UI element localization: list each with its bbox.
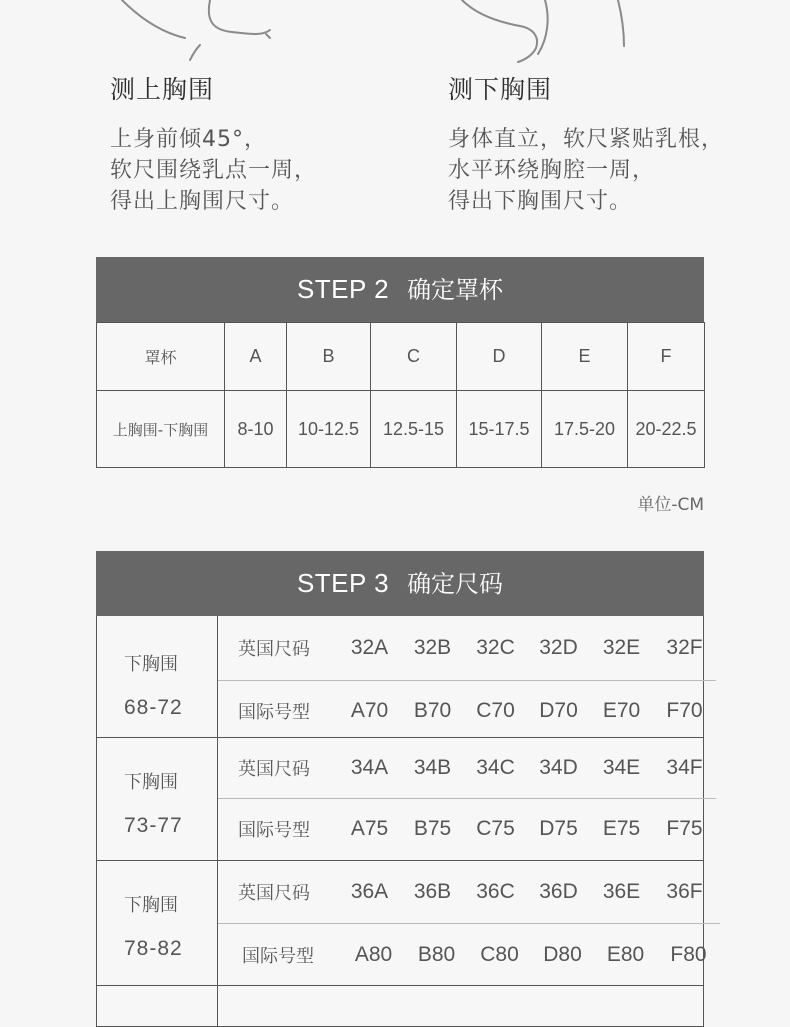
size-rows	[218, 738, 716, 860]
diff-cell: 12.5-15	[371, 391, 457, 468]
intl-size-cell: F70	[666, 699, 703, 722]
uk-size-cell: 36F	[666, 880, 703, 903]
intl-size-label: 国际号型	[242, 946, 314, 967]
step2-header	[96, 257, 704, 322]
uk-size-cell: 36D	[539, 880, 578, 903]
diff-cell: 8-10	[225, 391, 287, 468]
size-group	[96, 861, 707, 986]
uk-size-label: 英国尺码	[238, 883, 310, 904]
size-group	[96, 616, 704, 738]
uk-size-cell: 36C	[476, 880, 515, 903]
intl-size-cell: A75	[350, 817, 389, 840]
body-sketch-illustration	[0, 0, 790, 70]
band-cell	[97, 986, 218, 1026]
intl-size-cell: C70	[476, 699, 515, 722]
uk-size-cell: 32B	[413, 636, 452, 659]
intl-size-row	[218, 680, 716, 741]
intl-size-cell: D70	[539, 699, 578, 722]
uk-size-cell: 32A	[350, 636, 389, 659]
band-range: 68-72	[124, 696, 183, 719]
step2-title: 确定罩杯	[407, 276, 504, 304]
step2-number: STEP 2	[296, 274, 390, 304]
intl-size-cell: B70	[413, 699, 452, 722]
uk-size-cell: 36E	[602, 880, 641, 903]
uk-size-cell: 32D	[539, 636, 578, 659]
step3-number: STEP 3	[296, 568, 390, 598]
band-label: 下胸围	[124, 772, 178, 793]
band-label: 下胸围	[124, 654, 178, 675]
intl-size-label: 国际号型	[238, 702, 310, 723]
uk-size-cell: 32F	[666, 636, 703, 659]
cup-cell: A	[225, 323, 287, 391]
intl-size-label: 国际号型	[238, 820, 310, 841]
intl-size-cell: A80	[354, 943, 393, 966]
size-rows	[218, 616, 716, 737]
uk-size-cell: 34D	[539, 756, 578, 779]
intl-size-cell: F80	[670, 943, 707, 966]
band-range: 78-82	[124, 937, 183, 960]
cup-diff-row	[97, 391, 705, 468]
intl-size-cell: C75	[476, 817, 515, 840]
band-cell	[97, 861, 218, 985]
uk-size-cell: 32E	[602, 636, 641, 659]
cup-cell: C	[371, 323, 457, 391]
uk-size-cell: 36B	[413, 880, 452, 903]
cup-cell: F	[628, 323, 705, 391]
size-group	[96, 738, 704, 861]
intl-size-cell: E75	[602, 817, 641, 840]
cup-cell: D	[457, 323, 542, 391]
cup-size-table	[96, 322, 705, 468]
intl-size-cell: E70	[602, 699, 641, 722]
measure-upper-title: 测上胸围	[110, 75, 215, 104]
uk-size-cell: 34F	[666, 756, 703, 779]
intl-size-cell: B80	[417, 943, 456, 966]
band-range: 73-77	[124, 814, 183, 837]
step2-cup-section	[96, 257, 704, 468]
band-cell	[97, 616, 218, 737]
measure-upper-bust	[110, 70, 317, 217]
cup-header-row	[97, 323, 705, 391]
size-group-partial	[96, 986, 704, 1027]
uk-size-label: 英国尺码	[238, 759, 310, 780]
diff-cell: 15-17.5	[457, 391, 542, 468]
step3-header	[96, 551, 704, 616]
intl-size-cell: A70	[350, 699, 389, 722]
intl-size-cell: B75	[413, 817, 452, 840]
band-cell	[97, 738, 218, 860]
measure-lower-bust	[448, 70, 724, 217]
uk-size-row	[218, 738, 716, 798]
uk-size-cell: 32C	[476, 636, 515, 659]
diff-cell: 20-22.5	[628, 391, 705, 468]
intl-size-row	[218, 798, 716, 859]
measure-upper-instructions: 上身前倾45°， 软尺围绕乳点一周， 得出上胸围尺寸。	[110, 127, 318, 214]
diff-cell: 17.5-20	[542, 391, 628, 468]
intl-size-cell: C80	[480, 943, 519, 966]
uk-size-row	[218, 861, 720, 923]
intl-size-cell: E80	[606, 943, 645, 966]
size-rows	[218, 986, 703, 1026]
step3-title: 确定尺码	[407, 570, 504, 598]
uk-size-cell: 34E	[602, 756, 641, 779]
diff-cell: 10-12.5	[287, 391, 371, 468]
uk-size-cell: 36A	[350, 880, 389, 903]
cup-cell: E	[542, 323, 628, 391]
uk-size-cell: 34B	[413, 756, 452, 779]
intl-size-row	[218, 923, 720, 986]
size-rows	[218, 861, 720, 985]
intl-size-cell: D75	[539, 817, 578, 840]
diff-row-label: 上胸围-下胸围	[97, 391, 225, 468]
intl-size-cell: F75	[666, 817, 703, 840]
step3-size-section	[96, 551, 707, 1027]
uk-size-row	[218, 616, 716, 680]
uk-size-cell: 34A	[350, 756, 389, 779]
intl-size-cell: D80	[543, 943, 582, 966]
band-label: 下胸围	[124, 895, 178, 916]
cup-cell: B	[287, 323, 371, 391]
measure-lower-title: 测下胸围	[448, 75, 553, 104]
measure-lower-instructions: 身体直立，软尺紧贴乳根， 水平环绕胸腔一周， 得出下胸围尺寸。	[448, 127, 725, 214]
uk-size-cell: 34C	[476, 756, 515, 779]
unit-note: 单位-CM	[637, 495, 704, 515]
uk-size-label: 英国尺码	[238, 639, 310, 660]
cup-header-label: 罩杯	[97, 323, 225, 391]
